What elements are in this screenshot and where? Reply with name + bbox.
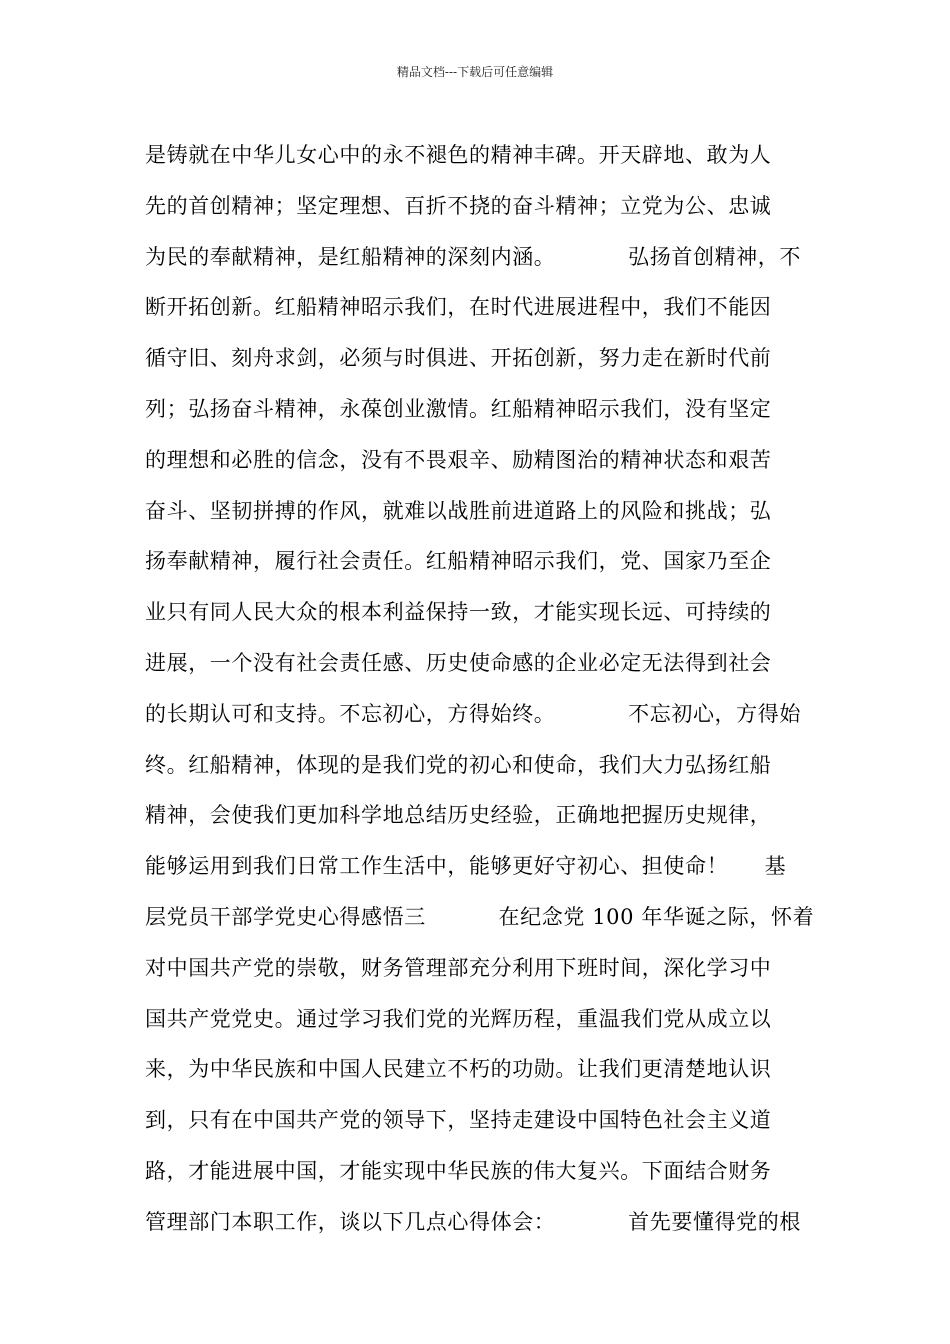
text-line: 来，为中华民族和中国人民建立不朽的功勋。让我们更清楚地认识 [145, 1057, 772, 1082]
text-line: 循守旧、刻舟求剑，必须与时俱进、开拓创新，努力走在新时代前 [145, 346, 772, 371]
text-line: 到，只有在中国共产党的领导下，坚持走建设中国特色社会主义道 [145, 1108, 772, 1133]
text-line: 奋斗、坚韧拼搏的作风，就难以战胜前进道路上的风险和挑战；弘 [145, 498, 772, 523]
text-line: 终。红船精神，体现的是我们党的初心和使命，我们大力弘扬红船 [145, 752, 772, 777]
text-line: 对中国共产党的崇敬，财务管理部充分利用下班时间，深化学习中 [145, 955, 772, 980]
text-line: 层党员干部学党史心得感悟三 在纪念党 100 年华诞之际，怀着 [145, 904, 815, 929]
text-line: 进展，一个没有社会责任感、历史使命感的企业必定无法得到社会 [145, 650, 772, 675]
text-line: 是铸就在中华儿女心中的永不褪色的精神丰碑。开天辟地、敢为人 [145, 143, 772, 167]
text-line: 断开拓创新。红船精神昭示我们，在时代进展进程中，我们不能因 [145, 295, 772, 320]
body-text [145, 130, 825, 1248]
text-line: 的理想和必胜的信念，没有不畏艰辛、励精图治的精神状态和艰苦 [145, 447, 772, 472]
text-line: 的长期认可和支持。不忘初心，方得始终。 不忘初心，方得始 [145, 701, 801, 726]
text-line: 路，才能进展中国，才能实现中华民族的伟大复兴。下面结合财务 [145, 1158, 772, 1183]
text-line: 精神，会使我们更加科学地总结历史经验，正确地把握历史规律， [145, 803, 772, 828]
text-line: 列；弘扬奋斗精神，永葆创业激情。红船精神昭示我们，没有坚定 [145, 396, 772, 421]
text-line: 先的首创精神；坚定理想、百折不挠的奋斗精神；立党为公、忠诚 [145, 193, 772, 218]
text-line: 扬奉献精神，履行社会责任。红船精神昭示我们，党、国家乃至企 [145, 549, 772, 574]
text-line: 国共产党党史。通过学习我们党的光辉历程，重温我们党从成立以 [145, 1006, 772, 1031]
text-line: 能够运用到我们日常工作生活中，能够更好守初心、担使命！ 基 [145, 854, 787, 879]
text-line: 业只有同人民大众的根本利益保持一致，才能实现长远、可持续的 [145, 600, 772, 625]
text-line: 管理部门本职工作，谈以下几点心得体会： 首先要懂得党的根 [145, 1209, 801, 1234]
page-header: 精品文档---下载后可任意编辑 [396, 65, 554, 79]
text-line: 为民的奉献精神，是红船精神的深刻内涵。 弘扬首创精神，不 [145, 244, 801, 269]
